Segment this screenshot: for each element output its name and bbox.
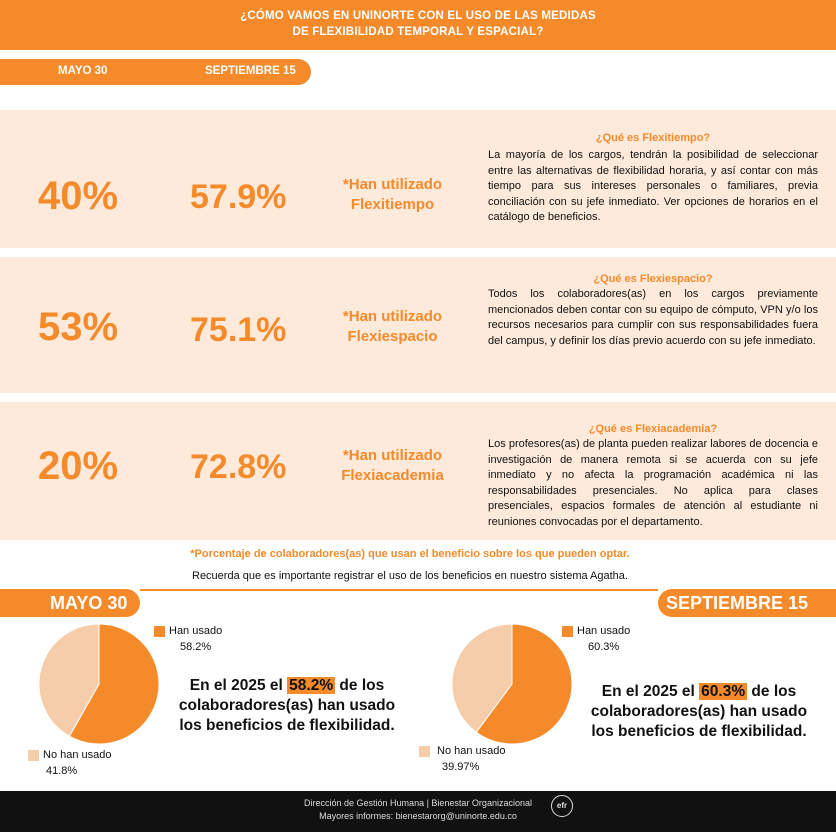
summary-pre: En el 2025 el xyxy=(189,677,283,694)
reminder-text: Recuerda que es importante registrar el uso de los beneficios en nuestro sistema Agatha. xyxy=(192,570,628,582)
page-header xyxy=(0,0,836,50)
header-title-line2: DE FLEXIBILIDAD TEMPORAL Y ESPACIAL? xyxy=(292,26,544,38)
legend-value-not-used: 41.8% xyxy=(46,765,78,777)
usage-label xyxy=(330,446,455,486)
row-flexiespacio xyxy=(0,257,836,393)
page-footer xyxy=(0,791,836,832)
pct-sep: 75.1% xyxy=(190,311,287,349)
summary-sep xyxy=(584,682,814,742)
section-title-sep: SEPTIEMBRE 15 xyxy=(658,589,836,617)
description: Todos los colaboradores(as) en los cargos previamente mencionados deben contar con su equipo de cómputo, VPN y/o los recursos necesarios para cumplir con sus responsabilidades fuera del campus, y definir los días previo acuerdo con su jefe inmediato. xyxy=(488,288,818,347)
question: ¿Qué es Flexiespacio? xyxy=(593,273,713,285)
pct-sep: 72.8% xyxy=(190,448,287,486)
summary-line2: colaboradores(as) han usado xyxy=(590,703,808,720)
legend-swatch-used xyxy=(154,626,165,637)
summary-pre: En el 2025 el xyxy=(601,683,695,700)
legend-label-used: Han usado xyxy=(577,625,631,637)
description: La mayoría de los cargos, tendrán la posibilidad de seleccionar entre las alternativas de flexibilidad horaria, y así contar con más tiempo para sus intereses personales o familiares, previa conciliación con su jefe inmediato. Ver opciones de horarios en el catálogo de beneficios. xyxy=(488,149,818,223)
pct-may: 53% xyxy=(38,305,119,349)
efr-logo-icon: efr xyxy=(551,795,573,817)
summary-line1 xyxy=(172,676,402,696)
legend-swatch-not-used xyxy=(28,750,39,761)
date-first: MAYO 30 xyxy=(58,65,108,77)
usage-label-line1: *Han utilizado xyxy=(342,447,443,464)
legend-value-not-used: 39.97% xyxy=(442,761,480,773)
question: ¿Qué es Flexiacademia? xyxy=(588,423,718,435)
pct-sep: 57.9% xyxy=(190,178,287,216)
summary-line3: los beneficios de flexibilidad. xyxy=(179,717,395,734)
section-title-may: MAYO 30 xyxy=(0,589,140,617)
header-title-line1: ¿CÓMO VAMOS EN UNINORTE CON EL USO DE LAS MEDIDAS xyxy=(240,10,596,22)
legend-swatch-not-used xyxy=(419,746,430,757)
legend-label-used: Han usado xyxy=(169,625,223,637)
summary-pct: 58.2% xyxy=(289,677,334,694)
legend-label-not-used: No han usado xyxy=(437,745,506,757)
question: ¿Qué es Flexitiempo? xyxy=(595,132,711,144)
pie-chart-sep xyxy=(451,623,573,745)
date-second: SEPTIEMBRE 15 xyxy=(205,65,296,77)
usage-label-line2: Flexitiempo xyxy=(350,196,435,213)
pct-may: 40% xyxy=(38,174,119,218)
usage-label-line1: *Han utilizado xyxy=(342,176,443,193)
summary-post: de los xyxy=(339,677,385,694)
usage-label-line2: Flexiacademia xyxy=(341,467,444,484)
description: Los profesores(as) de planta pueden realizar labores de docencia e investigación de manera remota si se acuerda con su jefe inmediato y no afecta la programación académica ni las responsabilidades presenciales. No aplica para clases presenciales, espacios formales de atención al estudiante ni reuniones convocadas por el departamento. xyxy=(488,438,818,528)
usage-label xyxy=(330,175,455,215)
pct-may: 20% xyxy=(38,444,119,488)
footer-email: Mayores informes: bienestarorg@uninorte.edu.co xyxy=(319,811,517,821)
legend-value-used: 58.2% xyxy=(180,641,212,653)
usage-label-line2: Flexiespacio xyxy=(347,328,438,345)
pie-chart-may xyxy=(38,623,160,745)
legend-value-used: 60.3% xyxy=(588,641,620,653)
summary-post: de los xyxy=(751,683,797,700)
summary-line2: colaboradores(as) han usado xyxy=(178,697,396,714)
date-bar xyxy=(0,59,311,85)
legend-label-not-used: No han usado xyxy=(43,749,112,761)
summary-pct: 60.3% xyxy=(701,683,746,700)
summary-may xyxy=(172,676,402,736)
usage-label-line1: *Han utilizado xyxy=(342,308,443,325)
summary-line3: los beneficios de flexibilidad. xyxy=(591,723,807,740)
row-flexitiempo xyxy=(0,110,836,248)
footer-line1: Dirección de Gestión Humana | Bienestar Organizacional xyxy=(304,798,532,808)
section-divider xyxy=(140,589,658,615)
usage-label xyxy=(330,307,455,347)
footnote: *Porcentaje de colaboradores(as) que usan el beneficio sobre los que pueden optar. xyxy=(190,548,630,560)
summary-line1 xyxy=(584,682,814,702)
legend-swatch-used xyxy=(562,626,573,637)
row-flexiacademia xyxy=(0,402,836,540)
